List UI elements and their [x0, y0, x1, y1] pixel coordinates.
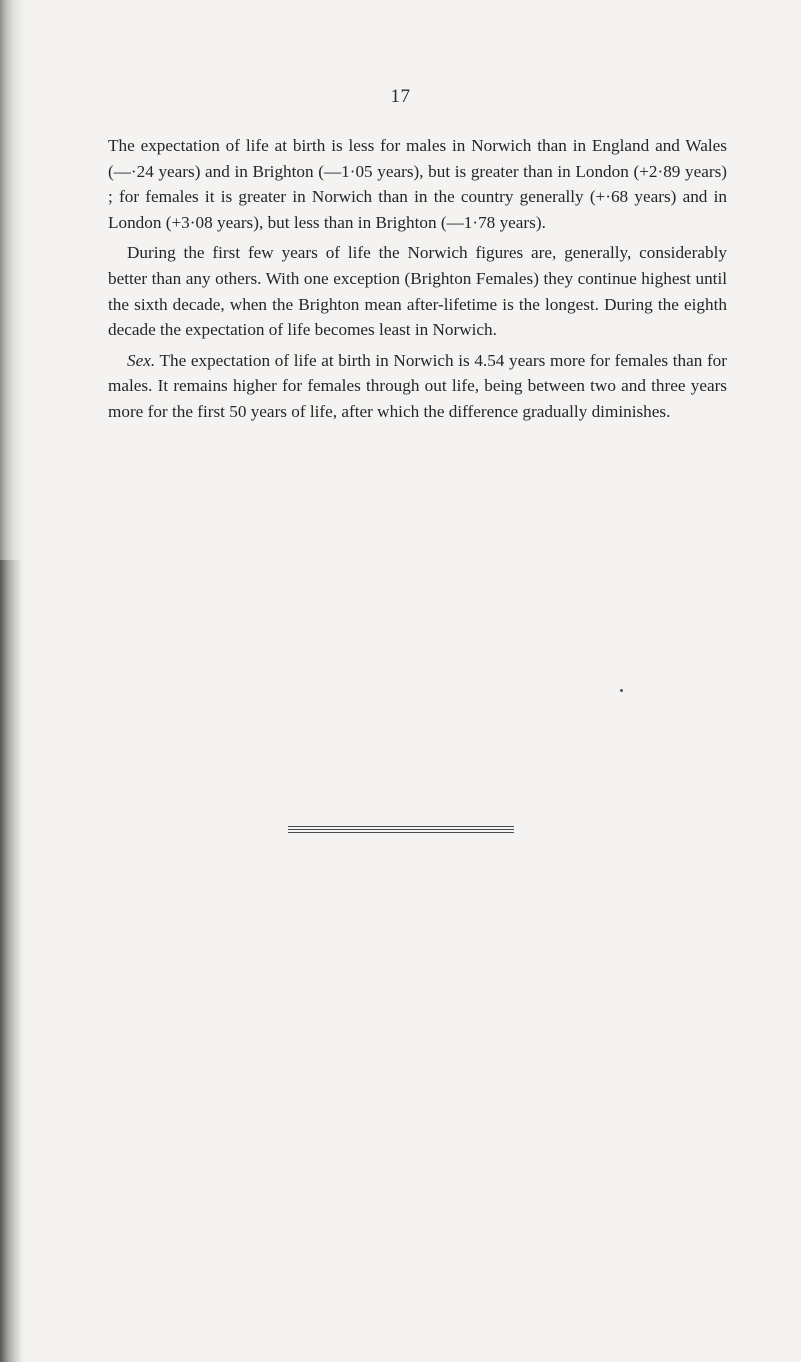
- binding-shadow-lower: [0, 560, 22, 1362]
- ink-speck: [620, 689, 623, 692]
- page-number: 17: [390, 86, 411, 107]
- body-text: [108, 133, 727, 430]
- paragraph-sex-text: The expectation of life at birth in Norwich is 4.54 years more for females than for males. It remains higher for females through out life, being between two and three years more for the first 50 years of life, after which the difference gradually diminishes.: [108, 350, 727, 421]
- paragraph-sex: [108, 348, 727, 425]
- rule-line: [288, 829, 514, 830]
- section-end-rule: [288, 826, 514, 835]
- rule-line: [288, 826, 514, 827]
- rule-line: [288, 832, 514, 833]
- paragraph-sex-lead: Sex.: [127, 350, 156, 370]
- paragraph-expectation-at-birth: The expectation of life at birth is less for males in Norwich than in England and Wales (—·24 years) and in Brighton (—1·05 years), but is greater than in London (+2·89 years) ; for females it is greater in Norwich than in the country generally (+·68 years) and in London (+3·08 years), but less than in Brighton (—1·78 years).: [108, 136, 727, 232]
- paragraph-first-years: During the first few years of life the Norwich figures are, generally, considerably better than any others. With one exception (Brighton Females) they continue highest until the sixth decade, when the Brighton mean after-lifetime is the longest. During the eighth decade the expectation of life becomes least in Norwich.: [108, 243, 727, 340]
